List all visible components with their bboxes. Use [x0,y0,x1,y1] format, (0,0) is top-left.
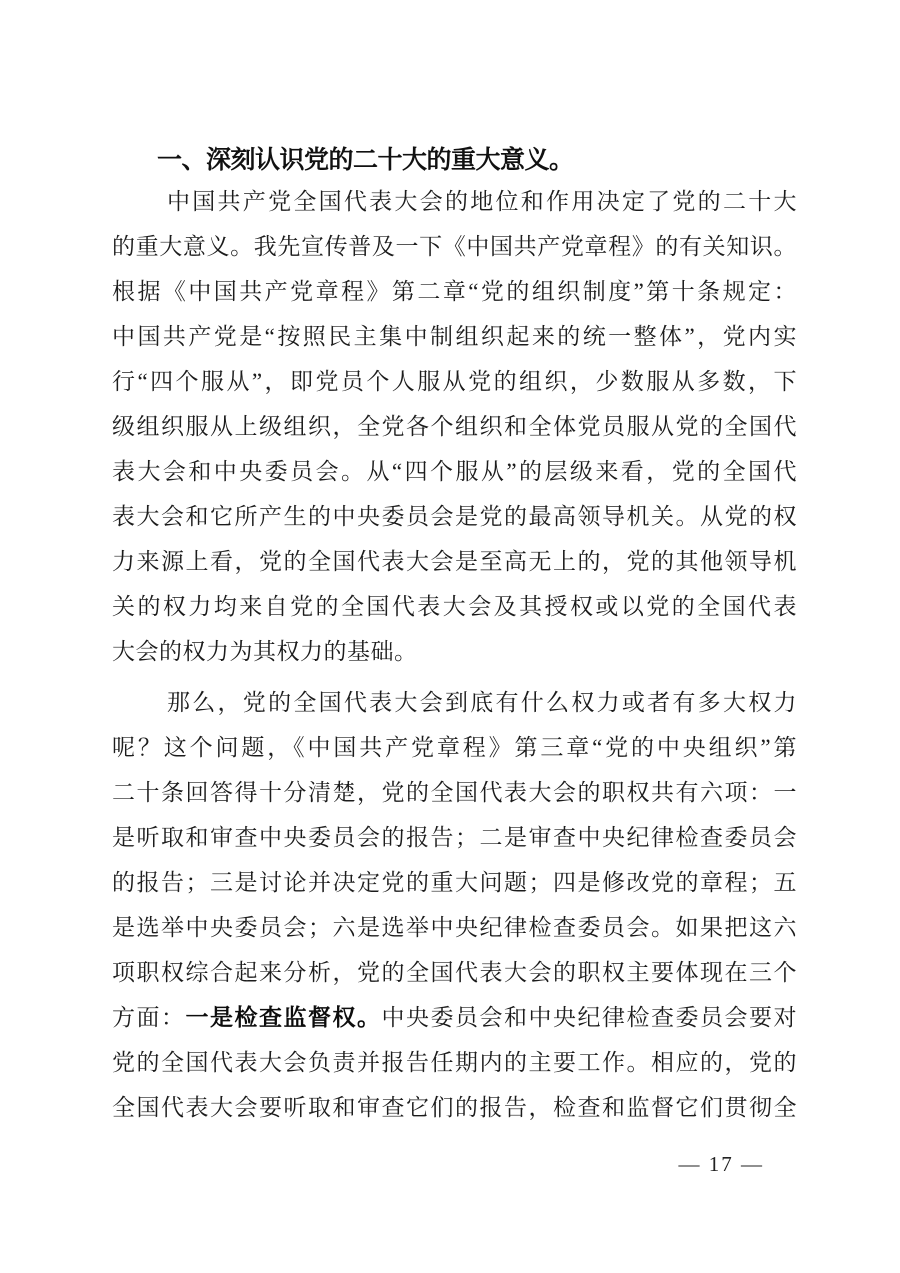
text-line [112,770,797,815]
text-segment: 表大会和中央委员会。从“四个服从”的层级来看，党的全国代 [112,459,797,484]
text-line [112,860,797,905]
bold-emphasis-text: 一是检查监督权。 [185,1005,382,1030]
text-segment: 大会的权力为其权力的基础。 [112,639,418,664]
text-line [112,314,797,359]
section-heading: 一、深刻认识党的二十大的重大意义。 [157,146,574,174]
text-segment: 中国共产党是“按照民主集中制组织起来的统一整体”，党内实 [112,324,797,349]
text-segment: 的重大意义。我先宣传普及一下《中国共产党章程》的有关知识。 [112,234,797,259]
text-line [112,995,797,1040]
text-segment: 中央委员会和中央纪律检查委员会要对 [381,1005,797,1030]
text-segment: 是听取和审查中央委员会的报告；二是审查中央纪律检查委员会 [112,825,797,850]
text-segment: 的报告；三是讨论并决定党的重大问题；四是修改党的章程；五 [112,870,797,895]
text-line [112,629,797,674]
text-line [112,905,797,950]
text-segment: 呢？这个问题，《中国共产党章程》第三章“党的中央组织”第 [112,735,797,760]
text-line [112,179,797,224]
text-line [112,950,797,995]
text-line [112,680,797,725]
text-line [112,584,797,629]
text-line [112,725,797,770]
text-segment: 关的权力均来自党的全国代表大会及其授权或以党的全国代表 [112,594,797,619]
paragraph [112,680,797,1130]
text-segment: 表大会和它所产生的中央委员会是党的最高领导机关。从党的权 [112,504,797,529]
text-line [112,815,797,860]
text-line [112,404,797,449]
text-segment: 中国共产党全国代表大会的地位和作用决定了党的二十大 [167,189,797,214]
text-segment: 根据《中国共产党章程》第二章“党的组织制度”第十条规定： [112,279,797,304]
paragraph [112,179,797,674]
text-segment: 级组织服从上级组织，全党各个组织和全体党员服从党的全国代 [112,414,797,439]
text-line [112,1040,797,1085]
text-segment: 项职权综合起来分析，党的全国代表大会的职权主要体现在三个 [112,960,797,985]
text-line [112,359,797,404]
document-body [112,179,797,1130]
text-segment: 那么，党的全国代表大会到底有什么权力或者有多大权力 [167,690,797,715]
text-segment: 方面： [112,1005,186,1030]
text-segment: 行“四个服从”，即党员个人服从党的组织，少数服从多数，下 [112,369,797,394]
text-line [112,449,797,494]
text-line [112,539,797,584]
text-line [112,269,797,314]
text-line [112,494,797,539]
text-segment: 二十条回答得十分清楚，党的全国代表大会的职权共有六项：一 [112,780,797,805]
text-line [112,1085,797,1130]
text-segment: 党的全国代表大会负责并报告任期内的主要工作。相应的，党的 [112,1050,797,1075]
text-segment: 是选举中央委员会；六是选举中央纪律检查委员会。如果把这六 [112,915,797,940]
page-number: — 17 — [678,1152,764,1176]
text-line [112,224,797,269]
text-segment: 全国代表大会要听取和审查它们的报告，检查和监督它们贯彻全 [112,1095,797,1120]
text-segment: 力来源上看，党的全国代表大会是至高无上的，党的其他领导机 [112,549,797,574]
